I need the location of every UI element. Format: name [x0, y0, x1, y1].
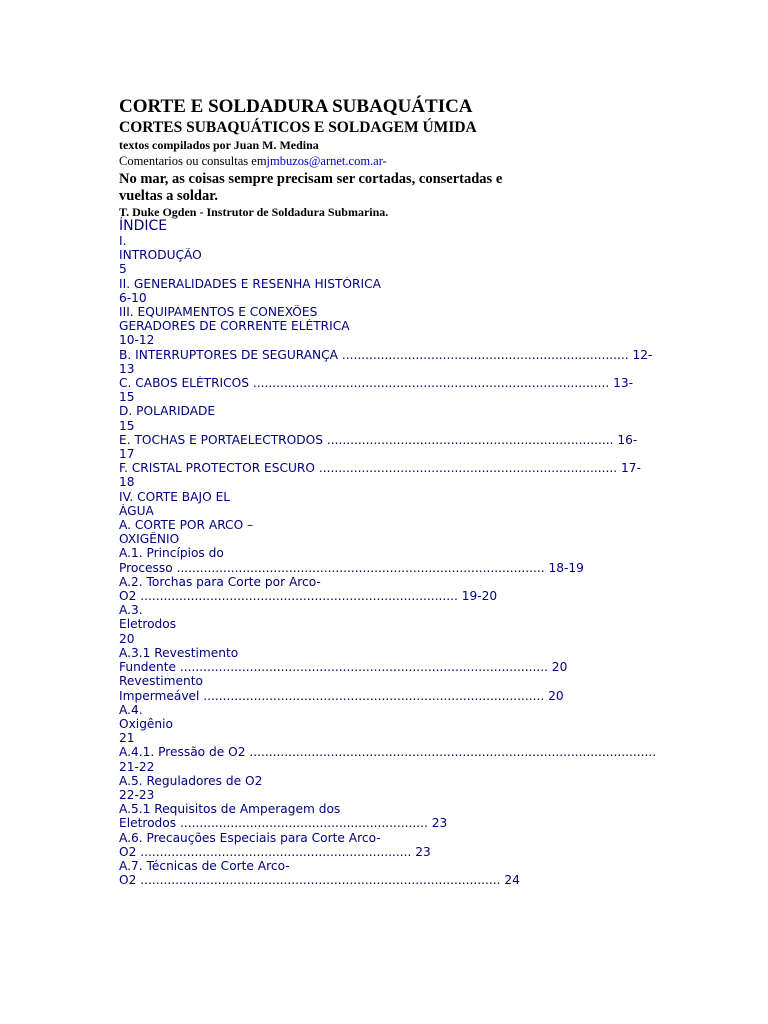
toc-line: Eletrodos ................................................................ 23	[119, 816, 448, 831]
toc-line: Oxigênio	[119, 716, 173, 731]
toc-line: 10-12	[119, 333, 155, 348]
toc-line: 21	[119, 731, 135, 746]
quote-text: No mar, as coisas sempre precisam ser cortadas, consertadas e vueltas a soldar.	[119, 171, 503, 204]
toc-line: O2 ............................................................................................. 24	[119, 873, 520, 888]
toc-line: 6-10	[119, 290, 147, 305]
toc-line: A.6. Precauções Especiais para Corte Arco-	[119, 830, 381, 845]
toc-line: 15	[119, 390, 135, 405]
document-page	[119, 96, 699, 887]
contact-line	[119, 153, 699, 169]
toc-line: I.	[119, 234, 127, 248]
toc-title: ÍNDICE	[119, 218, 168, 234]
toc-line: 21-22	[119, 759, 155, 774]
toc-line: OXIGÊNIO	[119, 532, 180, 547]
compiled-by: textos compilados por Juan M. Medina	[119, 138, 319, 152]
contact-suffix: -	[382, 154, 387, 168]
toc-line: A.5. Reguladores de O2	[119, 773, 263, 788]
toc-line: INTRODUÇÃO	[119, 248, 202, 263]
toc-line: ÁGUA	[119, 503, 154, 518]
contact-email-link[interactable]: jmbuzos@arnet.com.ar	[266, 154, 383, 168]
toc-line: F. CRISTAL PROTECTOR ESCURO ............................................................................. 17-	[119, 461, 641, 476]
toc-line: Revestimento	[119, 674, 203, 689]
toc-line: A.2. Torchas para Corte por Arco-	[119, 574, 321, 589]
toc-line: 22-23	[119, 787, 155, 802]
toc-line: A.3.	[119, 603, 143, 618]
toc-line: 5	[119, 262, 127, 277]
toc-line: B. INTERRUPTORES DE SEGURANÇA .......................................................................... 12-	[119, 347, 653, 362]
toc-line: 20	[119, 631, 135, 646]
toc-line: 15	[119, 418, 135, 433]
toc-line: Eletrodos	[119, 617, 177, 632]
toc-line: Processo ............................................................................................... 18-19	[119, 560, 584, 575]
toc-line: A.7. Técnicas de Corte Arco-	[119, 858, 290, 873]
toc-line: II. GENERALIDADES E RESENHA HISTÓRICA	[119, 276, 381, 291]
toc-line: 17	[119, 447, 135, 462]
toc-line: 13	[119, 361, 135, 376]
toc-list	[119, 234, 699, 887]
toc-line: A. CORTE POR ARCO –	[119, 518, 254, 533]
toc-line: O2 .................................................................................. 19-20	[119, 589, 498, 604]
contact-prefix: Comentarios ou consultas em	[119, 154, 267, 168]
toc-line: E. TOCHAS E PORTAELECTRODOS .......................................................................... 16-	[119, 432, 638, 447]
toc-line: 18	[119, 475, 135, 490]
toc-line: Impermeável ........................................................................................ 20	[119, 688, 564, 703]
document-subtitle: CORTES SUBAQUÁTICOS E SOLDAGEM ÚMIDA	[119, 119, 477, 136]
toc-line: C. CABOS ELÉTRICOS ............................................................................................ 13-	[119, 376, 634, 391]
toc-line: A.4.	[119, 702, 143, 717]
document-title: CORTE E SOLDADURA SUBAQUÁTICA	[119, 96, 473, 117]
toc-line: D. POLARIDADE	[119, 404, 216, 419]
toc-line: A.1. Princípios do	[119, 546, 224, 561]
toc-line: III. EQUIPAMENTOS E CONEXÕES	[119, 305, 318, 320]
toc-line: GERADORES DE CORRENTE ELÉTRICA	[119, 319, 350, 334]
toc-line: A.3.1 Revestimento	[119, 645, 239, 660]
quote-author: T. Duke Ogden - Instrutor de Soldadura Submarina.	[119, 205, 389, 219]
toc-line: A.4.1. Pressão de O2 .........................................................................................................	[119, 745, 657, 760]
toc-line: IV. CORTE BAJO EL	[119, 489, 231, 504]
toc-line: O2 ...................................................................... 23	[119, 844, 431, 859]
toc-line: A.5.1 Requisitos de Amperagem dos	[119, 802, 341, 817]
toc-line: Fundente ............................................................................................... 20	[119, 660, 568, 675]
